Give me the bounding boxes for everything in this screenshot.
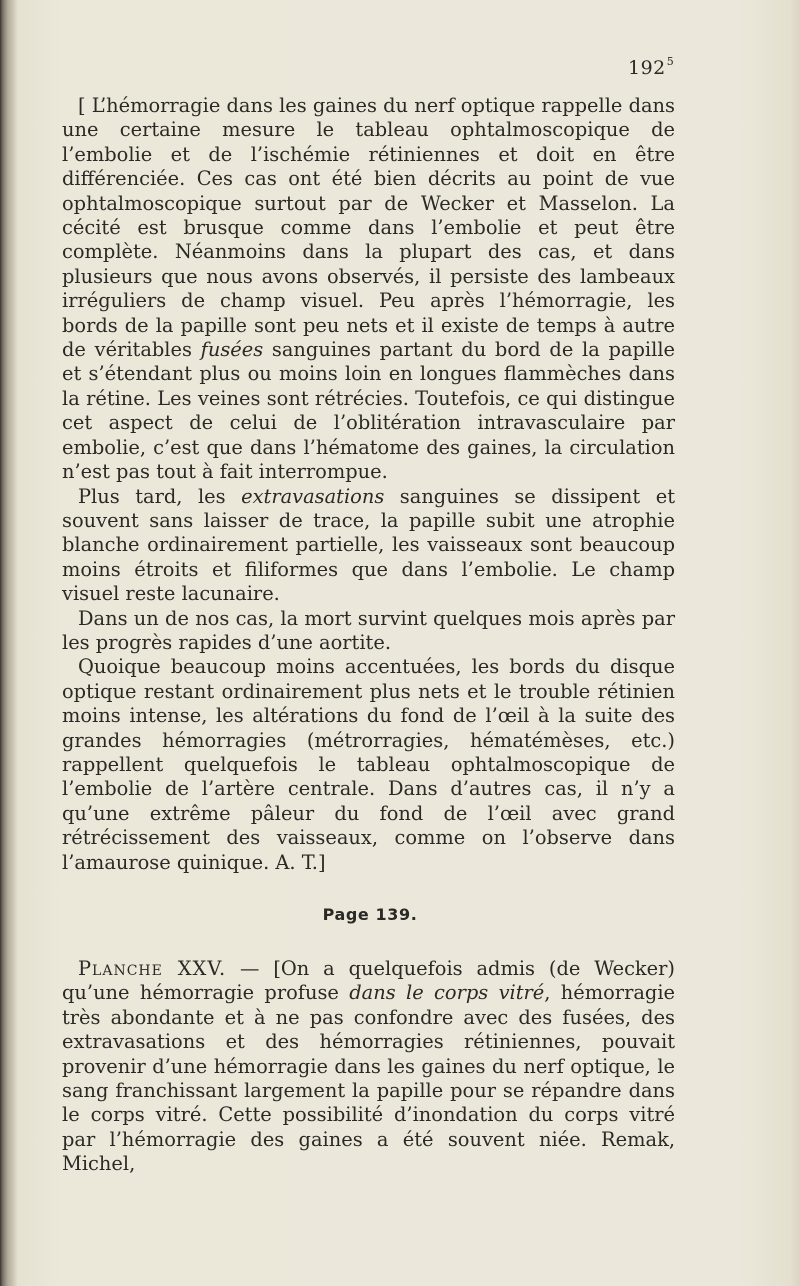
plate-label: Planche XXV. — [78, 957, 227, 980]
paragraph-1 — [62, 94, 675, 485]
page-number-value: 192 — [628, 57, 666, 79]
paragraph-1-text: [ L’hémorragie dans les gaines du nerf optique rappelle dans une certaine mesure le tableau ophtalmoscopique de l’embolie et de l’ischémie rétiniennes et doit en être différenciée. Ces cas ont été bien décrits au point de vue ophtalmoscopique surtout par de Wecker et Masselon. La cécité est brusque comme dans l’embolie et peut être complète. Néanmoins dans la plupart des cas, et dans plusieurs que nous avons observés, il persiste des lambeaux irréguliers de champ visuel. Peu après l’hémorragie, les bords de la papille sont peu nets et il existe de temps à autre de véritables — [62, 94, 675, 362]
paragraph-5 — [62, 957, 675, 1177]
page-number-superscript: 5 — [666, 55, 675, 68]
page-binding-shadow — [0, 0, 18, 1286]
page-number — [628, 55, 674, 79]
paragraph-5-text-end: , hémorragie très abondante et à ne pas confondre avec des fusées, des extravasations et des hémorragies rétiniennes, pouvait provenir d’une hémorragie dans les gaines du nerf optique, le sang franchissant largement la papille pour se répandre dans le corps vitré. Cette possibilité d’inondation du corps vitré par l’hémorragie des gaines a été souvent niée. Remak, Michel, — [62, 981, 675, 1176]
paragraph-2 — [62, 485, 675, 607]
paragraph-1-italic: fusées — [200, 338, 264, 362]
section-heading: Page 139. — [322, 905, 418, 924]
paragraph-3: Dans un de nos cas, la mort survint quelques mois après par les progrès rapides d’une aortite. — [62, 606, 675, 654]
paragraph-2-italic: extravasations — [241, 484, 385, 508]
paragraph-5-text: — [On a quelquefois admis (de Wecker) qu’une hémorragie profuse — [62, 957, 675, 1005]
main-text-block — [62, 94, 675, 875]
plate-text-block — [62, 957, 675, 1177]
paragraph-4: Quoique beaucoup moins accentuées, les bords du disque optique restant ordinairement plus nets et le trouble rétinien moins intense, les altérations du fond de l’œil à la suite des grandes hémorragies (métrorragies, hématémèses, etc.) rappellent quelquefois le tableau ophtalmoscopique de l’embolie de l’artère centrale. Dans d’autres cas, il n’y a qu’une extrême pâleur du fond de l’œil avec grand rétrécissement des vaisseaux, comme on l’observe dans l’amaurose quinique. A. T.] — [62, 655, 675, 874]
paragraph-5-italic: dans le corps vitré — [349, 981, 545, 1005]
paragraph-1-text-end: sanguines partant du bord de la papille et s’étendant plus ou moins loin en longues flammèches dans la rétine. Les veines sont rétrécies. Toutefois, ce qui distingue cet aspect de celui de l’oblitération intravasculaire par embolie, c’est que dans l’hématome des gaines, la circulation n’est pas tout à fait interrompue. — [62, 338, 675, 484]
paragraph-2-text-end: sanguines se dissipent et souvent sans laisser de trace, la papille subit une atrophie blanche ordinairement partielle, les vaisseaux sont beaucoup moins étroits et filiformes que dans l’embolie. Le champ visuel reste lacunaire. — [62, 484, 675, 606]
paragraph-2-text-start: Plus tard, les — [78, 484, 242, 508]
